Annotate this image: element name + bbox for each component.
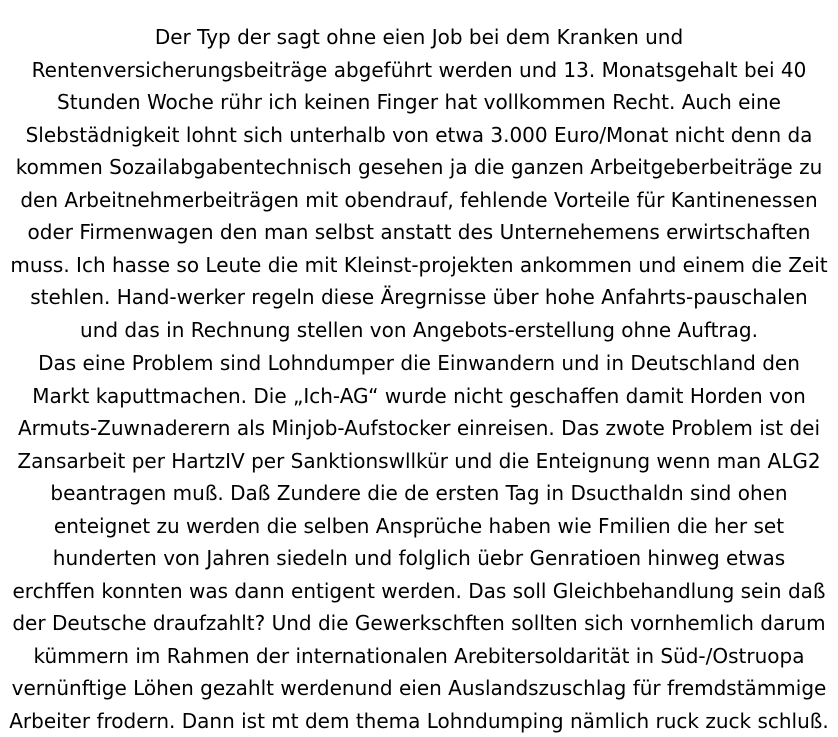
text-line: Rentenversicherungsbeiträge abgeführt werden und 13. Monatsgehalt bei 40 (0, 54, 838, 87)
text-line: Armuts-Zuwnaderern als Minjob-Aufstocker einreisen. Das zwote Problem ist dei (0, 412, 838, 445)
text-line: Der Typ der sagt ohne eien Job bei dem Kranken und (0, 21, 838, 54)
text-line: enteignet zu werden die selben Ansprüche haben wie Fmilien die her set (0, 510, 838, 543)
text-line: Slebstädnigkeit lohnt sich unterhalb von etwa 3.000 Euro/Monat nicht denn da (0, 119, 838, 152)
text-line: Arbeiter frodern. Dann ist mt dem thema Lohndumping nämlich ruck zuck schluß. (0, 705, 838, 737)
text-line: Das eine Problem sind Lohndumper die Einwandern und in Deutschland den (0, 347, 838, 380)
text-line: beantragen muß. Daß Zundere die de ersten Tag in Dsucthaldn sind ohen (0, 477, 838, 510)
text-line: muss. Ich hasse so Leute die mit Kleinst-projekten ankommen und einem die Zeit (0, 249, 838, 282)
text-line: erchffen konnten was dann entigent werden. Das soll Gleichbehandlung sein daß (0, 575, 838, 608)
text-line: Stunden Woche rühr ich keinen Finger hat vollkommen Recht. Auch eine (0, 86, 838, 119)
text-line: der Deutsche draufzahlt? Und die Gewerkschften sollten sich vornhemlich darum (0, 607, 838, 640)
text-line: den Arbeitnehmerbeiträgen mit obendrauf, fehlende Vorteile für Kantinenessen (0, 184, 838, 217)
text-line: und das in Rechnung stellen von Angebots-erstellung ohne Auftrag. (0, 314, 838, 347)
paragraph-1 (0, 21, 838, 346)
text-line: oder Firmenwagen den man selbst anstatt des Unternehemens erwirtschaften (0, 216, 838, 249)
text-line: Markt kaputtmachen. Die „Ich-AG“ wurde nicht geschaffen damit Horden von (0, 380, 838, 413)
text-line: hunderten von Jahren siedeln und folglich üebr Genratioen hinweg etwas (0, 542, 838, 575)
text-line: vernünftige Löhen gezahlt werdenund eien Auslandszuschlag für fremdstämmige (0, 672, 838, 705)
text-line: kümmern im Rahmen der internationalen Arebitersoldarität in Süd-/Ostruopa (0, 640, 838, 673)
paragraph-2 (0, 347, 838, 737)
text-line: kommen Sozailabgabentechnisch gesehen ja die ganzen Arbeitgeberbeiträge zu (0, 151, 838, 184)
text-line: stehlen. Hand-werker regeln diese Äregrnisse über hohe Anfahrts-pauschalen (0, 281, 838, 314)
text-line: Zansarbeit per HartzIV per Sanktionswllkür und die Enteignung wenn man ALG2 (0, 445, 838, 478)
